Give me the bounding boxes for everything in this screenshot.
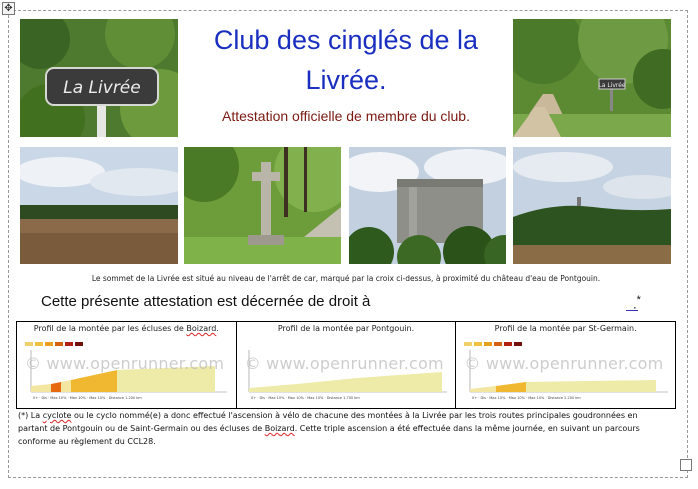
profile-st-germain bbox=[456, 322, 675, 408]
photo-field-2 bbox=[513, 147, 671, 264]
photo-caption: Le sommet de la Livrée est situé au niveau de l'arrêt de car, marqué par la croix ci-dessus, à proximité du château d'eau de Pontgouin. bbox=[91, 274, 601, 283]
sign-text: La Livrée bbox=[63, 78, 141, 98]
profile-watermark: © www.openrunner.com bbox=[25, 354, 225, 373]
profile-watermark: © www.openrunner.com bbox=[244, 354, 444, 373]
photo-water-tower bbox=[349, 147, 506, 264]
page-title: Club des cinglés de la Livrée. bbox=[213, 25, 479, 95]
photo-field-1 bbox=[20, 147, 178, 264]
svg-text:0+ · Dis · Max 10% · Max 10% ·: 0+ · Dis · Max 10% · Max 10% · Max 10% · Distance 1.200 km bbox=[33, 396, 142, 400]
attestation-asterisk: .* bbox=[633, 294, 641, 312]
svg-text:0+ · Dis · Max 10% · Max 10% ·: 0+ · Dis · Max 10% · Max 10% · Max 10% · Distance 2.200 km bbox=[472, 396, 582, 400]
sign-text-small: La Livrée bbox=[598, 82, 626, 89]
profile-title: Profil de la montée par Pontgouin. bbox=[277, 324, 415, 333]
footnote: (*) La cyclote ou le cyclo nommé(e) a donc effectué l'ascension à vélo de chacune des montées à la Livrée par les trois routes principales goudronnées en partant de Pontgouin ou de Saint-Germain ou des écluses de Boizard. Cette triple ascension a été effectuée dans la même journée, en suivant un parcours conforme au règlement du CCL28. bbox=[18, 411, 640, 446]
resize-handle-icon[interactable] bbox=[680, 459, 692, 471]
move-handle-icon[interactable]: ✥ bbox=[2, 2, 15, 15]
photo-country-road bbox=[513, 19, 671, 137]
profile-title: Profil de la montée par les écluses de Boizard. bbox=[33, 324, 219, 333]
photo-stone-cross bbox=[184, 147, 341, 264]
profile-watermark: © www.openrunner.com bbox=[464, 354, 664, 373]
profile-title: Profil de la montée par St-Germain. bbox=[494, 324, 637, 333]
attestation-text: Cette présente attestation est décernée de droit à bbox=[41, 293, 371, 310]
svg-text:0+ · Dis · Max 10% · Max 10% ·: 0+ · Dis · Max 10% · Max 10% · Max 10% · Distance 1.700 km bbox=[250, 396, 360, 400]
page-subtitle: Attestation officielle de membre du club. bbox=[222, 108, 470, 124]
profile-pontgouin bbox=[237, 322, 457, 408]
climb-profiles-table bbox=[16, 321, 676, 409]
profile-boizard bbox=[17, 322, 237, 408]
photo-road-sign bbox=[20, 19, 178, 137]
